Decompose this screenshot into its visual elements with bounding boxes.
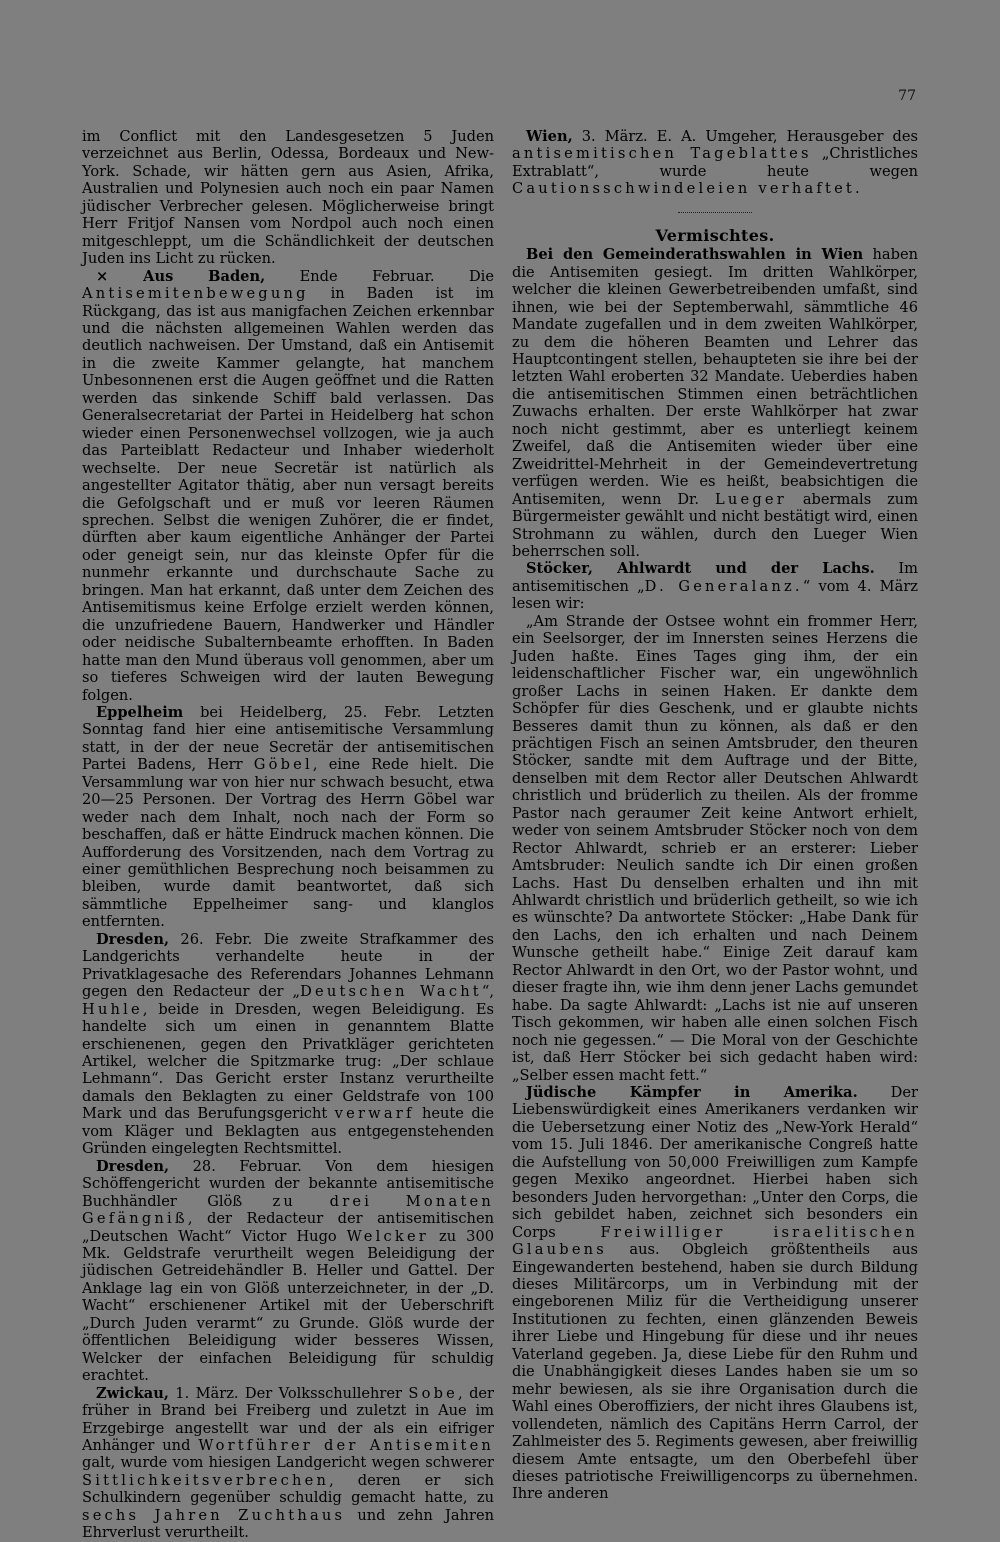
article-zwickau-spaced3: Sittlichkeitsverbrechen [82,1471,330,1489]
article-eppelheim-text1: bei Heidelberg, 25. Febr. Letzten Sonntag fand hier eine antisemitische Versammlung statt, in der der neue Secretär der antisemitischen Partei Badens, Herr [82,703,495,774]
section-divider [678,212,752,215]
article-dresden-2-spaced2: Welcker [346,1227,429,1245]
article-zwickau-text1: 1. März. Der Volksschullehrer [175,1384,403,1402]
article-baden-pre: Die [468,267,494,285]
article-zwickau-text4: , deren er sich Schulkindern gegenüber schuldig gemacht hatte, zu [82,1471,494,1507]
article-dresden-2-text3: zu 300 Mk. Geldstrafe verurtheilt wegen Beleidigung der jüdischen Getreidehändler B. Heller und Gattel. Der Anklage lag ein von Glöß unterzeichneter, in der „D. Wacht“ erschienener Artikel mit der Ueberschrift „Durch Juden verarmt“ zu Grunde. Glöß wurde der öffentlichen Beleidigung wider besseres Wissen, Welcker der einfachen Beleidigung für schuldig erachtet. [82,1227,495,1385]
article-dresden-1-text2: “, [481,983,494,1001]
article-dresden-1 [82,931,494,1158]
article-dresden-1-text4: heute die vom Kläger und Beklagten aus entgegenstehenden Gründen eingelegten Rechtsmittel. [82,1105,494,1158]
article-baden [82,268,494,704]
article-zwickau-text2: , der früher in Brand bei Freiberg und zuletzt in Aue im Erzgebirge angestellt war und der als ein eifriger Anhänger und [82,1384,495,1454]
article-kaempfer-spaced1: Freiwilliger israelitischen Glaubens [512,1223,918,1259]
article-dresden-1-spaced3: verwarf [334,1105,415,1123]
page-number: 77 [898,88,916,104]
article-zwickau-spaced4: sechs Jahren Zuchthaus [82,1506,346,1524]
article-intro: im Conflict mit den Landesgesetzen 5 Juden verzeichnet aus Berlin, Odessa, Bordeaux und New-York. Schade, wir hätten gern aus Asien, Afrika, Australien und Polynesien auch noch ein paar Namen jüdischer Verbrecher gelesen. Möglicherweise bringt Herr Fritjof Nansen vom Nordpol auch noch einen mitgeschleppt, um die Schändlichkeit der deutschen Juden ins Licht zu rücken. [82,128,494,268]
article-kaempfer [512,1084,918,1503]
article-stoecker-spaced1: D. Generalanz. [644,577,803,595]
article-zwickau [82,1385,494,1542]
article-wien-text3: . [855,180,860,198]
article-dresden-1-spaced1: Deutschen Wacht [300,983,482,1001]
article-wien-spaced1: antisemitischen Tageblattes [512,145,812,163]
article-kaempfer-text1: Der Liebenswürdigkeit eines Amerikaners verdanken wir die Uebersetzung einer Notiz des „New-York Herald“ vom 15. Juli 1846. Der amerikanische Congreß hatte die Aufstellung von 50,000 Freiwilligen zum Kampfe gegen Mexiko angeordnet. Hierbei haben sich besonders Juden hervorgethan: „Unter den Corps, die sich gebildet haben, zeichnet sich besonders ein Corps [512,1084,918,1241]
article-stoecker-text1: Im antisemitischen „ [512,560,919,595]
article-baden-heading: × Aus Baden, [96,267,266,285]
article-dresden-1-heading: Dresden, [96,930,170,948]
article-zwickau-heading: Zwickau, [96,1384,169,1402]
article-dresden-1-text1: 26. Febr. Die zweite Strafkammer des Landgerichts verhandelte heute in der Privatklagesache des Referendars Johannes Lehmann gegen den Redacteur der „ [82,930,495,1001]
article-wien-text2: „Christliches Extrablatt“, wurde heute wegen [512,145,918,180]
left-column [82,128,494,1542]
article-eppelheim [82,704,494,931]
article-baden-text: in Baden ist im Rückgang, das ist aus manigfachen Zeichen erkennbar und die nächsten allgemeinen Wahlen werden das deutlich nachweisen. Der Umstand, daß ein Antisemit in die zweite Kammer gelangte, hat manchem Unbesonnenen erst die Augen geöffnet und die Ratten werden das sinkende Schiff bald verlassen. Das Generalsecretariat der Partei in Heidelberg hat schon wieder einen Personenwechsel vollzogen, wie ja auch das Parteiblatt Redacteur und Inhaber wiederholt wechselte. Der neue Secretär ist natürlich als angestellter Agitator thätig, aber nun versagt bereits die Gefolgschaft und er muß vor leeren Räumen sprechen. Selbst die wenigen Zuhörer, die er findet, dürften aber kaum eigentliche Anhänger der Partei oder geneigt sein, nur das kleinste Opfer für die nunmehr erkannte und durchschaute Sache zu bringen. Man hat erkannt, daß unter dem Zeichen des Antisemitismus keine Erfolge erzielt werden können, die unzufriedene Bauern, Handwerker und Händler oder neidische Subalternbeamte erhofften. In Baden hatte man den Mund überaus voll genommen, aber um so tieferes Schweigen wird der lauten Bewegung folgen. [82,285,494,704]
article-zwickau-text5: und zehn Jahren Ehrverlust verurtheilt. [82,1506,494,1542]
article-dresden-1-spaced2: Huhle [82,1000,143,1018]
article-wien [512,128,918,198]
article-zwickau-text3: galt, wurde vom hiesigen Landgericht wegen schwerer [82,1454,494,1472]
article-stoecker-quote: „Am Strande der Ostsee wohnt ein frommer Herr, ein Seelsorger, der im Innersten seines Herzens die Juden haßte. Eines Tages ging ihm, der ein leidenschaftlicher Fischer war, ein ungewöhnlich großer Lachs in seinen Haken. Er dankte dem Schöpfer für dies Geschenk, und er glaubte nichts Besseres damit thun zu können, als daß er den prächtigen Fisch an seinen Amtsbruder, den theuren Stöcker, sandte mit dem Auftrage und der Bitte, denselben mit dem Rector aller Deutschen Ahlwardt christlich und brüderlich zu theilen. Als der fromme Pastor nach geraumer Zeit keine Antwort erhielt, weder von seinem Amtsbruder Stöcker noch von dem Rector Ahlwardt, schrieb er an ersterer: Lieber Amtsbruder: Neulich sandte ich Dir einen großen Lachs. Hast Du denselben erhalten und ihn mit Ahlwardt christlich und brüderlich getheilt, so wie ich es wünschte? Da antwortete Stöcker: „Habe Dank für den Lachs, den ich erhalten und nach Deinem Wunsche getheilt habe.“ Einige Zeit darauf kam Rector Ahlwardt in den Ort, wo der Pastor wohnt, und dieser fragte ihn, wie ihm denn jener Lachs gemundet habe. Da sagte Ahlwardt: „Lachs ist nie auf unseren Tisch gekommen, wir haben alle einen solchen Fisch noch nie gegessen.“ — Die Moral von der Geschichte ist, daß Herr Stöcker bei sich gedacht haben wird: „Selber essen macht fett.“ [512,612,918,1084]
article-dresden-2-spaced1: zu drei Monaten Gefängniß [82,1192,494,1228]
article-eppelheim-heading: Eppelheim [96,703,184,721]
article-baden-date: Ende Februar. [299,267,435,285]
article-gemeinderath-spaced1: Lueger [714,490,787,508]
article-dresden-2-text1: 28. Februar. Von dem hiesigen Schöffengericht wurden der bekannte antisemitische Buchhändler Glöß [82,1157,494,1210]
section-title: Vermischtes. [655,225,775,245]
article-dresden-1-text3: , beide in Dresden, wegen Beleidigung. Es handelte sich um einen in genanntem Blatte erschienenen, gegen den Privatkläger gerichteten Artikel, welcher die Spitzmarke trug: „Der schlaue Lehmann“. Das Gericht erster Instanz verurtheilte damals den Beklagten zu einer Geldstrafe von 100 Mark und das Berufungsgericht [82,1000,494,1123]
article-stoecker-heading: Stöcker, Ahlwardt und der Lachs. [526,560,875,578]
article-gemeinderath-text2: abermals zum Bürgermeister gewählt und nicht bestätigt wird, einen Strohmann zu wählen, durch den Lueger Wien beherrschen soll. [512,490,919,560]
article-stoecker-text2: “ vom 4. März lesen wir: [512,577,918,613]
article-wien-heading: Wien, [526,128,573,145]
article-baden-spaced: Antisemitenbewegung [82,285,309,303]
article-zwickau-spaced2: Wortführer der Antisemiten [198,1436,495,1454]
article-stoecker [512,560,918,612]
article-dresden-2 [82,1158,494,1385]
article-zwickau-spaced1: Sobe [408,1384,459,1402]
article-gemeinderath-heading: Bei den Gemeinderathswahlen in Wien [526,246,864,264]
article-wien-spaced2: Cautionsschwindeleien verhaftet [512,180,856,198]
article-dresden-2-text2: , der Redacteur der antisemitischen „Deutschen Wacht“ Victor Hugo [82,1210,494,1245]
right-column [512,128,918,1503]
article-kaempfer-text2: aus. Obgleich größtentheils aus Eingewanderten bestehend, haben sie durch Bildung dieses Militärcorps, um in Verbindung mit der eingeborenen Miliz für die Vertheidigung unserer Institutionen zu fechten, einen glänzenden Beweis ihrer Liebe und Hingebung für diese und ihr neues Vaterland gegeben. Ja, diese Liebe für den Ruhm und die Unabhängigkeit dieses Landes haben sie um so mehr bewiesen, als sie ihre Organisation durch die Wahl eines Oberoffiziers, der nicht ihres Glaubens ist, vollendeten, nämlich des Capitäns Herrn Carrol, der Zahlmeister des 5. Regiments gewesen, aber freiwillig diesem Amte entsagte, um den Oberbefehl über dieses patriotische Freiwilligencorps zu übernehmen. Ihre anderen [512,1241,919,1503]
article-dresden-2-heading: Dresden, [96,1157,170,1175]
article-gemeinderath [512,246,918,560]
article-wien-text1: 3. März. E. A. Umgeher, Herausgeber des [581,128,919,145]
article-eppelheim-spaced: Göbel [253,756,313,774]
article-kaempfer-heading: Jüdische Kämpfer in Amerika. [526,1084,858,1102]
article-gemeinderath-text1: haben die Antisemiten gesiegt. Im dritten Wahlkörper, welcher die kleinen Gewerbetreibenden umfaßt, sind ihnen, wie bei der Septemberwahl, sämmtliche 46 Mandate zugefallen und in dem zweiten Wahlkörper, zu dem die höheren Beamten und Lehrer das Hauptcontingent stellen, behaupteten sie ihre bei der letzten Wahl eroberten 32 Mandate. Ueberdies haben die antisemitischen Stimmen einen beträchtlichen Zuwachs erhalten. Der erste Wahlkörper hat zwar noch nicht gestimmt, aber es unterliegt keinem Zweifel, daß die Antisemiten wieder über eine Zweidrittel-Mehrheit in der Gemeindevertretung verfügen werden. Wie es heißt, beabsichtigen die Antisemiten, wenn Dr. [512,246,918,508]
article-eppelheim-text2: , eine Rede hielt. Die Versammlung war von hier nur schwach besucht, etwa 20—25 Personen. Der Vortrag des Herrn Göbel war weder nach dem Inhalt, noch nach der Form so beschaffen, daß er hätte Eindruck machen können. Die Aufforderung des Vorsitzenden, nach dem Vortrag zu einer gemüthlichen Besprechung noch beisammen zu bleiben, wurde damit beantwortet, daß sich sämmtliche Eppelheimer sang- und klanglos entfernten. [82,756,494,931]
